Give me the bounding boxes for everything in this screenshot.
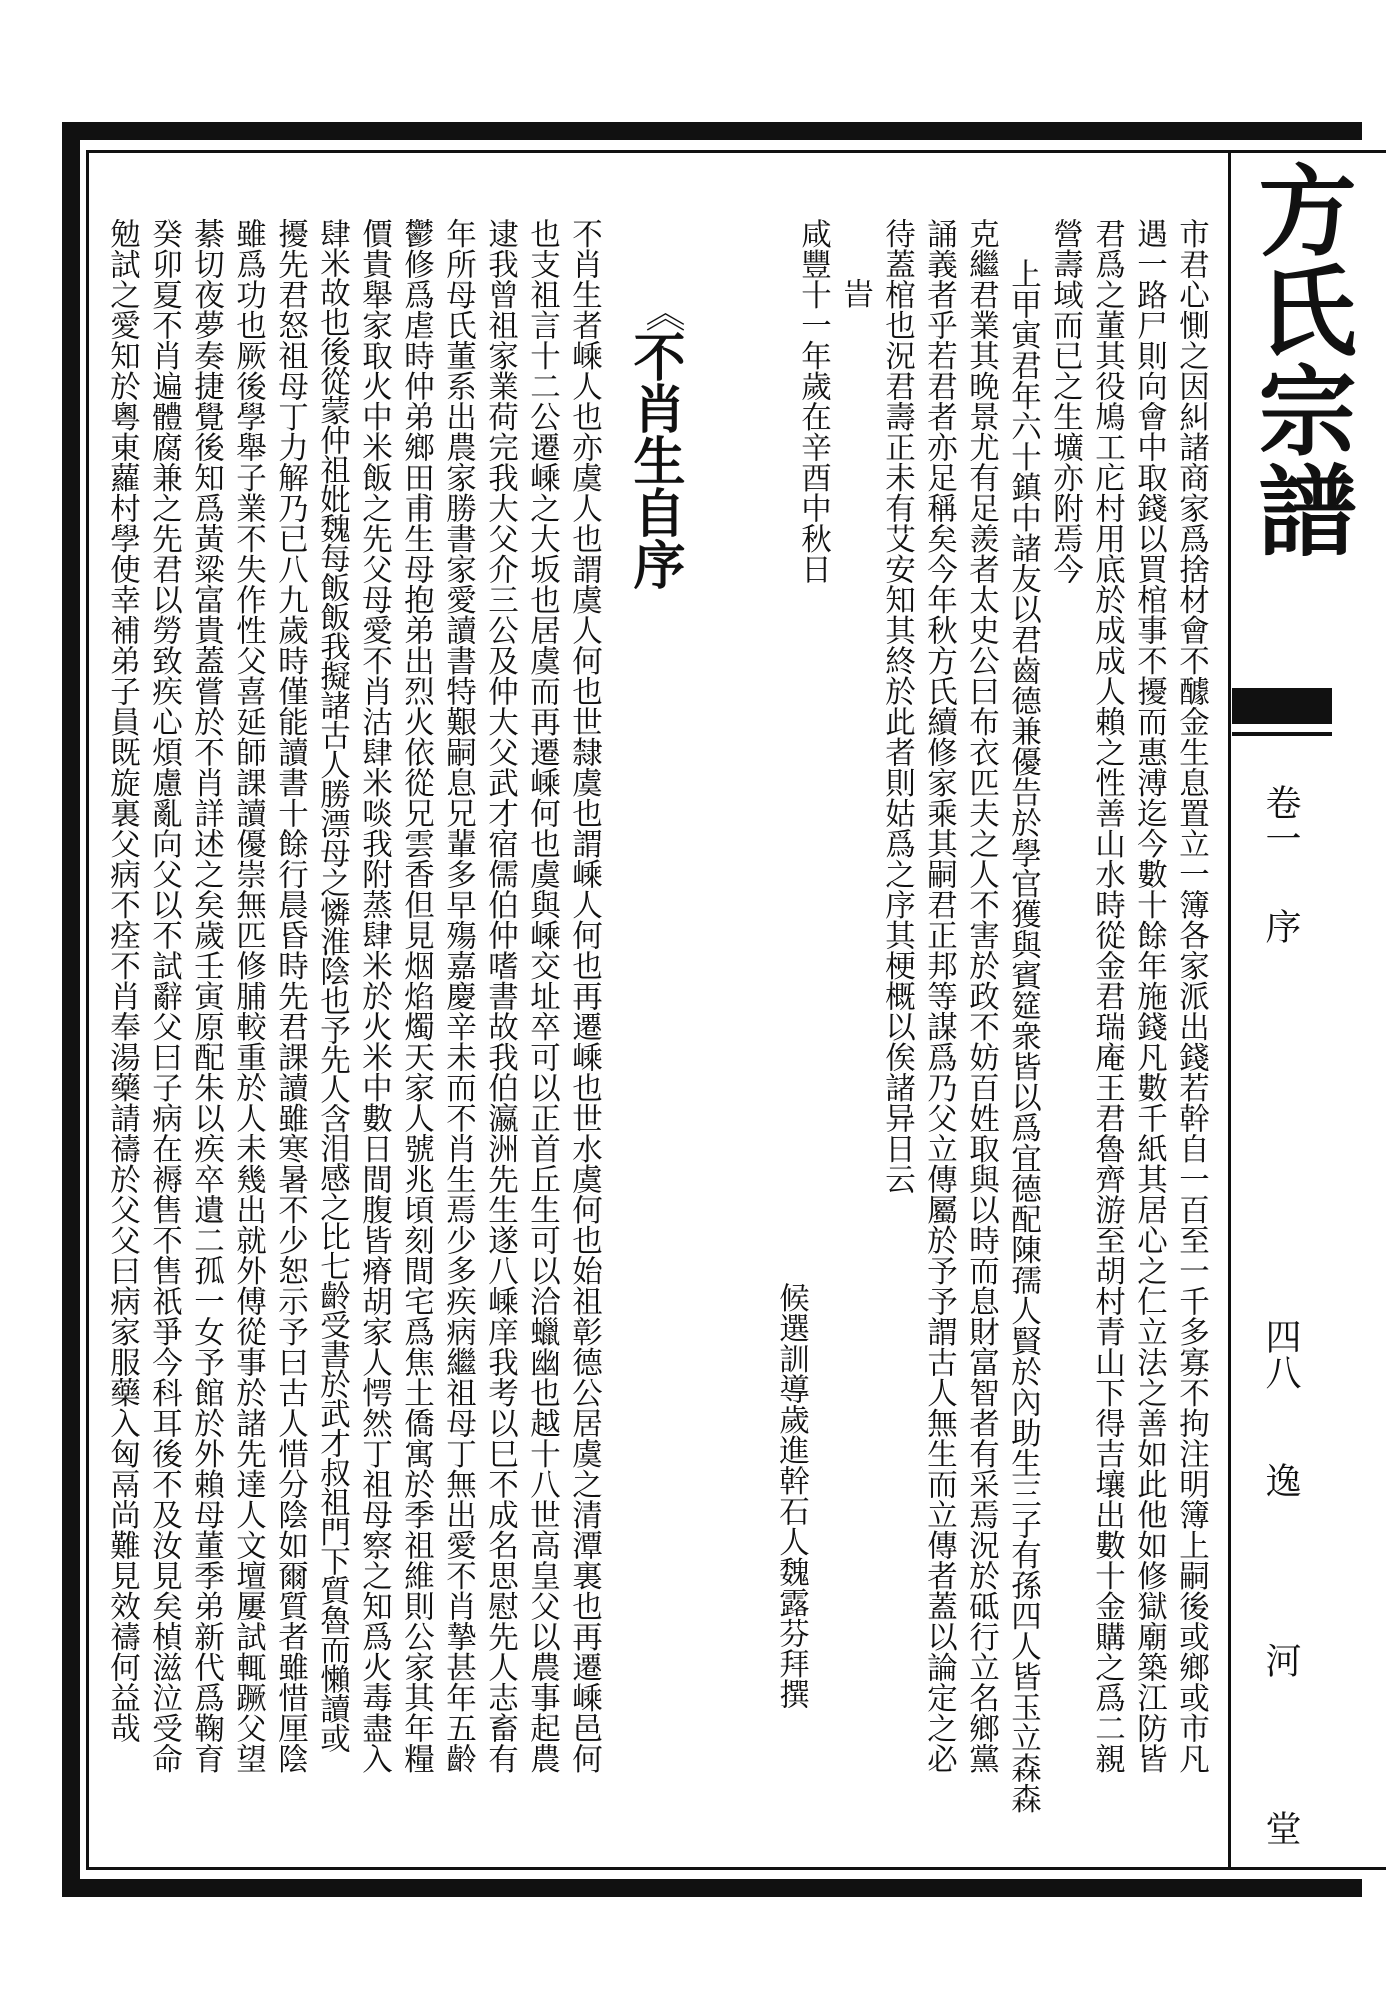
preface-column: 營壽域而已之生壙亦附焉今 xyxy=(1047,218,1083,584)
hall-name-char-3: 堂 xyxy=(1260,1810,1301,1846)
section-label: 序 xyxy=(1260,908,1301,944)
preface-column: 誦義者乎若君者亦足稱矣今年秋方氏續修家乘其嗣君正邦等謀爲乃父立傳屬於予予謂古人無生而立傳者蓋以論定之必 xyxy=(921,218,957,1774)
title-black-band xyxy=(1232,688,1332,724)
preface-column: 市君心惻之因糾諸商家爲捨材會不醵金生息置立一簿各家派出錢若幹自一百至一千多寡不拘注明簿上嗣後或鄉或市凡 xyxy=(1173,218,1209,1774)
autobiography-column: 也支祖言十二公遷嵊之大坂也居虞而再遷嵊何也虞與嵊交址卒可以正首丘生可以洽蠟幽也越十八世高皇父以農事起農 xyxy=(524,218,560,1774)
volume-label: 卷一 xyxy=(1260,784,1301,856)
preface-column: 君爲之董其役鳩工庀村用底於成成人賴之性善山水時從金君瑞庵王君魯齊游至胡村青山下得吉壤出數十金購之爲二親 xyxy=(1089,218,1125,1774)
preface-column: 遇一路尸則向會中取錢以買棺事不擾而惠溥迄今數十餘年施錢凡數千紙其居心之仁立法之善如此他如修獄廟築江防皆 xyxy=(1131,218,1167,1774)
autobiography-column: 擾先君怒祖母丁力解乃已八九歲時僅能讀書十餘行晨昏時先君課讀雖寒暑不少恕示予曰古人惜分陰如爾質者雖惜厘陰 xyxy=(272,218,308,1774)
genealogy-title: 方氏宗譜 xyxy=(1242,160,1357,560)
section-marker: 《 xyxy=(639,292,685,332)
preface-column: 上甲寅君年六十鎮中諸友以君齒德兼優告於學官獲與賓筵衆皆以爲宜德配陳孺人賢於內助生三子有孫四人皆玉立森森 xyxy=(1005,258,1041,1814)
autobiography-column: 價貴舉家取火中米飯之先父母愛不肖沽肆米啖我附蒸肆米於火米中數日間腹皆瘠胡家人愕然丁祖母察之知爲火毒盡入 xyxy=(356,218,392,1774)
preface-column: 待蓋棺也況君壽正未有艾安知其終於此者則姑爲之序其梗概以俟諸异日云 xyxy=(879,218,915,1194)
autobiography-column: 肆米故也後從蒙仲祖妣魏每飯飯我擬諸古人勝漂母之憐淮陰也予先人含泪感之比七齡受書於武才叔祖門下質魯而懶讀或 xyxy=(314,218,350,1752)
autobiography-column: 癸卯夏不肖遍體腐兼之先君以勞致疾心煩慮亂向父以不試辭父曰子病在褥售不售祇爭今科耳後不及汝見矣楨滋泣受命 xyxy=(146,218,182,1774)
title-thin-band xyxy=(1232,732,1332,736)
autobiography-column: 綦切夜夢奏捷覺後知爲黃粱富貴蓋嘗於不肖詳述之矣歲壬寅原配朱以疾卒遺二孤一女予館於外賴母董季弟新代爲鞠育 xyxy=(188,218,224,1774)
autobiography-column: 鬱修爲虐時仲弟鄉田甫生母抱弟出烈火依從兄雲香但見烟焰燭天家人號兆頃刻間宅爲焦土僑寓於季祖維則公家其年糧 xyxy=(398,218,434,1774)
page-number: 四八 xyxy=(1260,1318,1301,1390)
hall-name-char-2: 河 xyxy=(1260,1642,1301,1678)
preface-signature: 候選訓導歲進幹石人魏露芬拜撰 xyxy=(773,1282,809,1709)
autobiography-column: 雖爲功也厥後學舉子業不失作性父喜延師課讀優崇無匹修脯較重於人未幾出就外傅從事於諸先達人文壇屢試輒蹶父望 xyxy=(230,218,266,1774)
preface-date-prefix: 旹 xyxy=(837,278,873,309)
autobiography-column: 勉試之愛知於粵東蘿村學使幸補弟子員既旋裏父病不痊不肖奉湯藥請禱於父父曰病家服藥入匈鬲尚難見效禱何益哉 xyxy=(104,218,140,1743)
spine-divider xyxy=(1228,150,1231,1870)
hall-name-char-1: 逸 xyxy=(1260,1462,1301,1498)
section-title: 不肖生自序 xyxy=(624,330,685,590)
preface-column: 克繼君業其晚景尤有足羨者太史公曰布衣匹夫之人不害於政不妨百姓取與以時而息財富智者有采焉況於砥行立名鄉黨 xyxy=(963,218,999,1774)
autobiography-column: 年所母氏董系出農家勝書家愛讀書特艱嗣息兄輩多早殤嘉慶辛未而不肖生焉少多疾病繼祖母丁無出愛不肖摯甚年五齡 xyxy=(440,218,476,1774)
preface-date: 咸豐十一年歲在辛酉中秋日 xyxy=(795,218,831,584)
autobiography-column: 不肖生者嵊人也亦虞人也謂虞人何也世隸虞也謂嵊人何也再遷嵊也世水虞何也始祖彰德公居虞之清潭裏也再遷嵊邑何 xyxy=(566,218,602,1774)
autobiography-column: 逮我曾祖家業荷完我大父介三公及仲大父武才宿儒伯仲嗜書故我伯瀛洲先生遂八嵊庠我考以巳不成名思慰先人志畜有 xyxy=(482,218,518,1774)
